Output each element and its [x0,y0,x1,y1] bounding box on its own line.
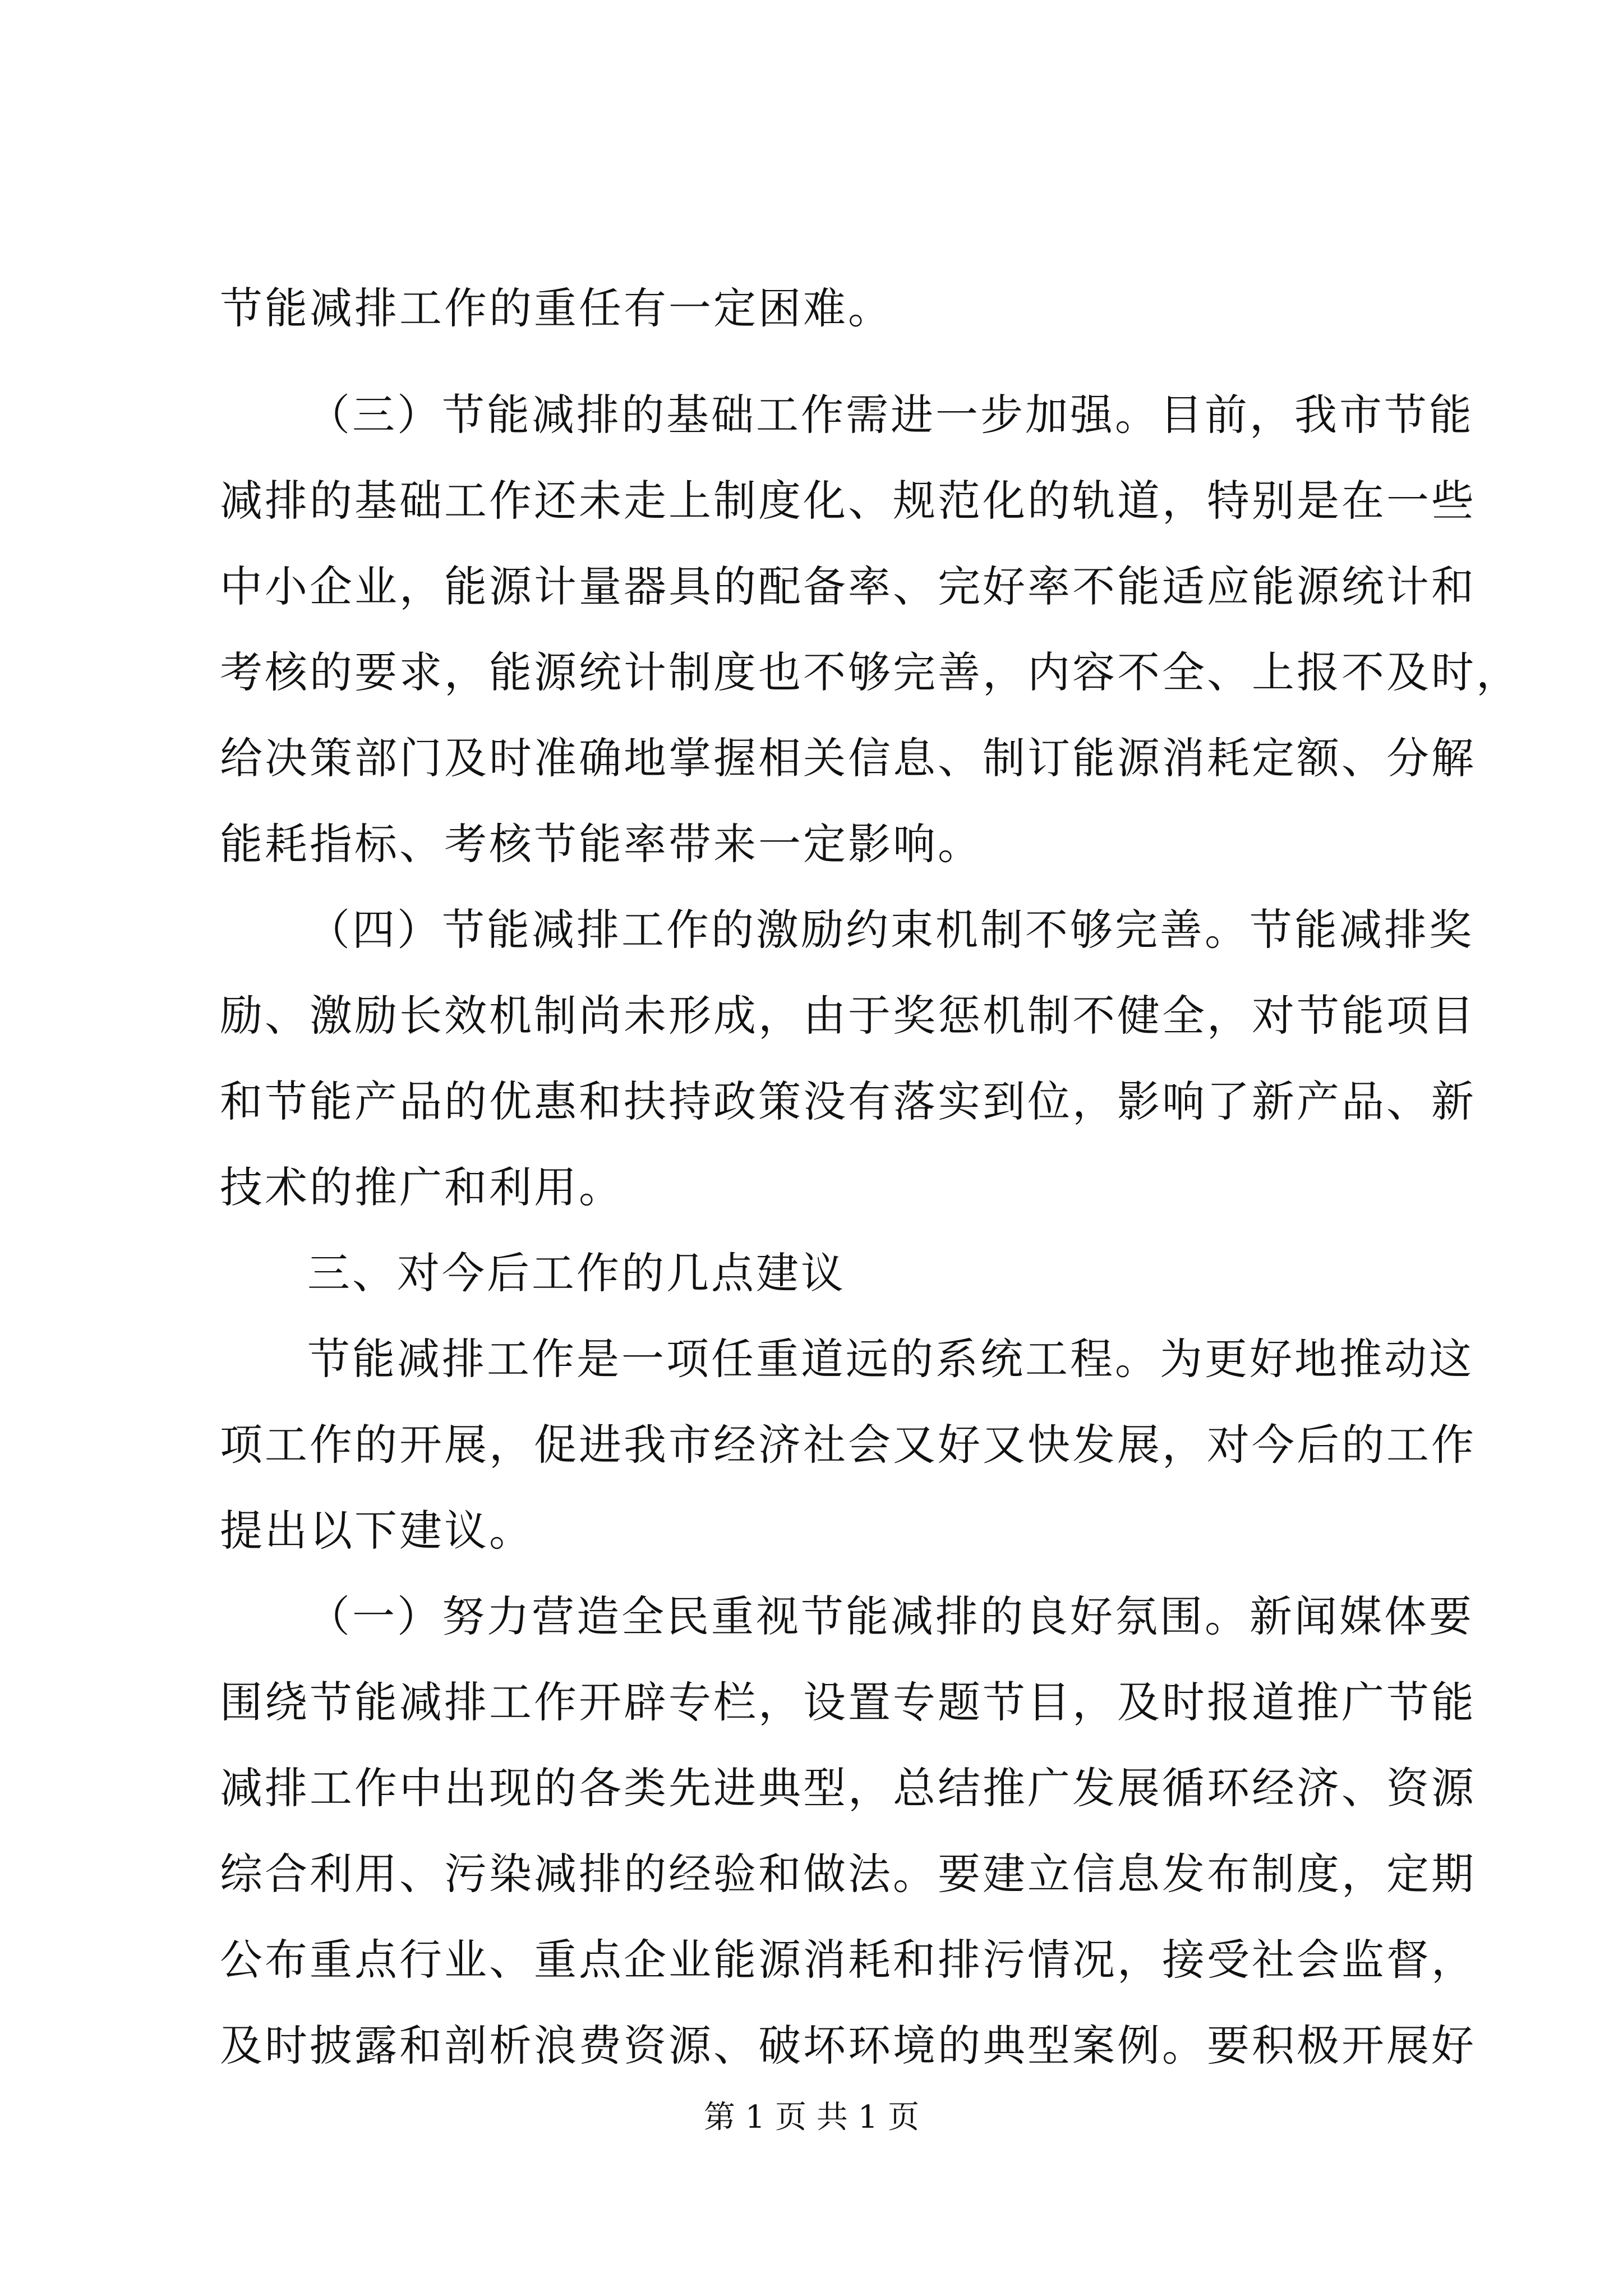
body-text-line: 围绕节能减排工作开辟专栏，设置专题节目，及时报道推广节能 [220,1677,1476,1727]
body-text-line: （四）节能减排工作的激励约束机制不够完善。节能减排奖 [307,905,1474,955]
body-text-line: 节能减排工作的重任有一定困难。 [220,283,893,333]
section-heading: 三、对今后工作的几点建议 [307,1248,846,1298]
body-text-line: 项工作的开展，促进我市经济社会又好又快发展，对今后的工作 [220,1420,1476,1470]
page-footer: 第 1 页 共 1 页 [703,2099,920,2136]
body-text-line: 能耗指标、考核节能率带来一定影响。 [220,819,983,869]
body-text-line: 励、激励长效机制尚未形成，由于奖惩机制不健全，对节能项目 [220,991,1476,1041]
body-text-line: 节能减排工作是一项任重道远的系统工程。为更好地推动这 [307,1334,1474,1384]
body-text-line: 提出以下建议。 [220,1506,534,1556]
body-text-line: 减排的基础工作还未走上制度化、规范化的轨道，特别是在一些 [220,476,1476,526]
body-text-line: 中小企业，能源计量器具的配备率、完好率不能适应能源统计和 [220,562,1476,611]
body-text-line: 公布重点行业、重点企业能源消耗和排污情况，接受社会监督， [220,1935,1476,1985]
body-text-line: 考核的要求，能源统计制度也不够完善，内容不全、上报不及时， [220,647,1521,697]
body-text-line: 给决策部门及时准确地掌握相关信息、制订能源消耗定额、分解 [220,733,1476,783]
body-text-line: （三）节能减排的基础工作需进一步加强。目前，我市节能 [307,390,1474,440]
body-text-line: 及时披露和剖析浪费资源、破坏环境的典型案例。要积极开展好 [220,2021,1476,2070]
body-text-line: 技术的推广和利用。 [220,1162,624,1212]
body-text-line: 和节能产品的优惠和扶持政策没有落实到位，影响了新产品、新 [220,1076,1476,1126]
body-text-line: 减排工作中出现的各类先进典型，总结推广发展循环经济、资源 [220,1763,1476,1813]
body-text-line: 综合利用、污染减排的经验和做法。要建立信息发布制度，定期 [220,1849,1476,1899]
body-text-line: （一）努力营造全民重视节能减排的良好氛围。新闻媒体要 [307,1591,1474,1641]
